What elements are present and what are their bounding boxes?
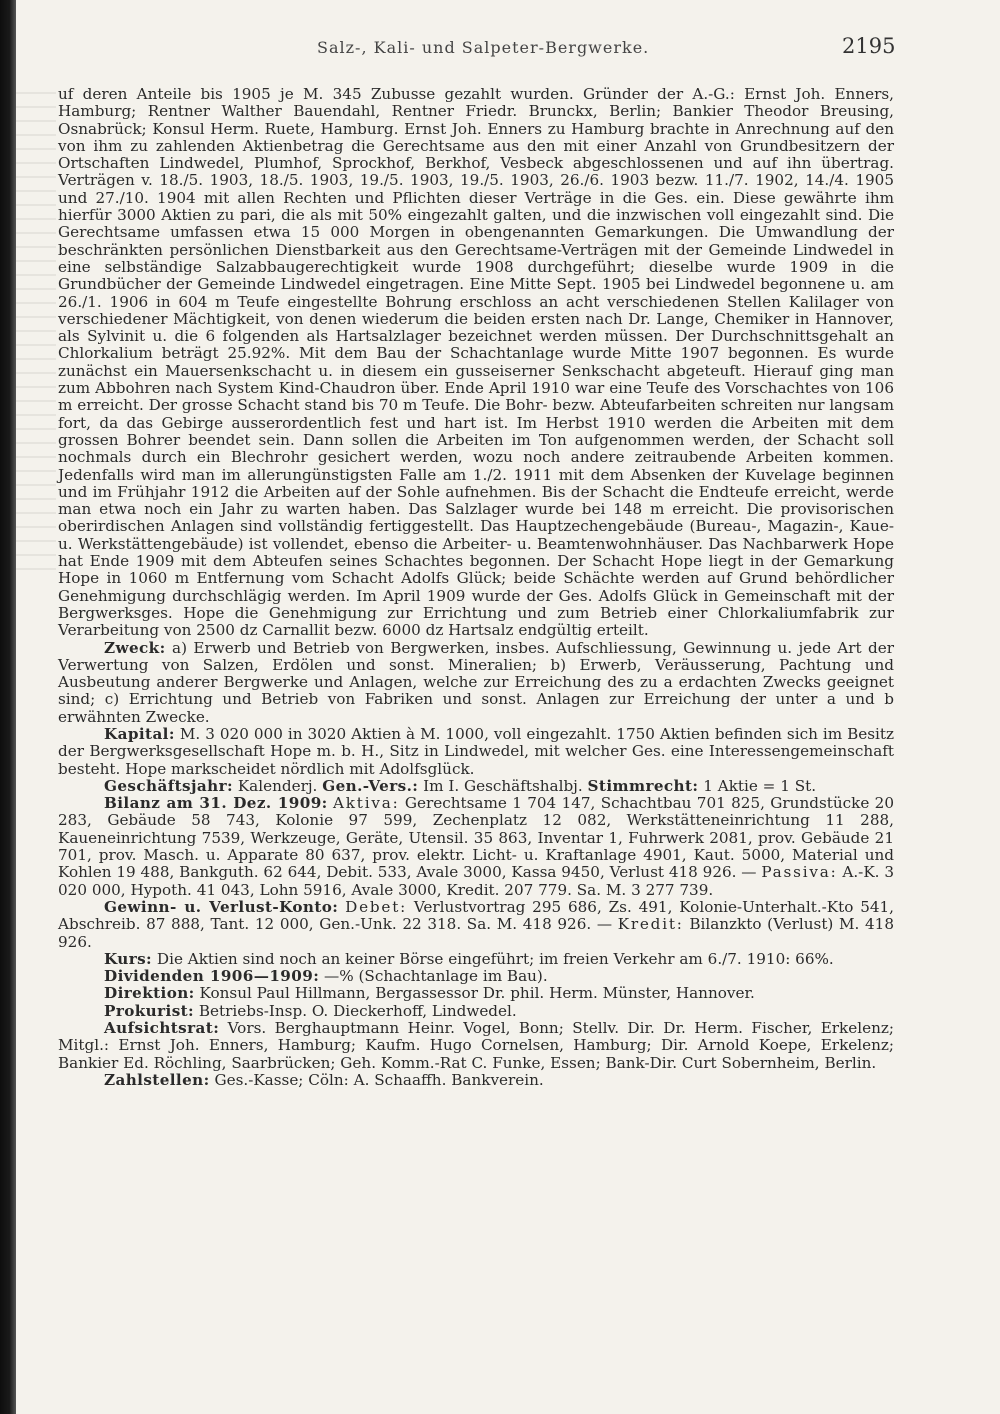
gen-vers-text: Im I. Geschäftshalbj.	[423, 776, 583, 795]
aufsichtsrat-section	[58, 1020, 894, 1072]
gewinn-section	[58, 899, 894, 951]
dividenden-section	[58, 968, 894, 985]
stimmrecht-text: 1 Aktie = 1 St.	[703, 776, 817, 795]
geschaeftsjahr-section	[58, 778, 894, 795]
bilanz-section	[58, 795, 894, 899]
kredit-text: Bilanzkto (Verlust) M. 418 926.	[58, 915, 895, 951]
bilanz-label: Bilanz am 31. Dez. 1909:	[104, 794, 328, 813]
kurs-label: Kurs:	[104, 949, 153, 968]
stimmrecht-label: Stimmrecht:	[587, 776, 699, 795]
zahlstellen-label: Zahlstellen:	[104, 1070, 210, 1089]
geschaeftsjahr-text: Kalenderj.	[237, 776, 318, 795]
aktiva-label: Aktiva:	[333, 794, 400, 813]
geschaeftsjahr-label: Geschäftsjahr:	[104, 776, 233, 795]
kapital-text: M. 3 020 000 in 3020 Aktien à M. 1000, voll eingezahlt. 1750 Aktien befinden sich im Besitz der Bergwerksgesellschaft Hope m. b. H., Sitz in Lindwedel, mit welcher Ges. eine Interessengemeinschaft besteht. Hope markscheidet nördlich mit Adolfsglück.	[58, 724, 895, 778]
debet-text: Verlustvortrag 295 686, Zs. 491, Kolonie-Unterhalt.-Kto 541, Abschreib. 87 888, Tant. 12 000, Gen.-Unk. 22 318. Sa. M. 418 926. —	[58, 897, 895, 934]
prokurist-text: Betriebs-Insp. O. Dieckerhoff, Lindwedel.	[198, 1001, 517, 1020]
prokurist-label: Prokurist:	[104, 1001, 195, 1020]
zweck-label: Zweck:	[104, 638, 166, 657]
direktion-text: Konsul Paul Hillmann, Bergassessor Dr. phil. Herm. Münster, Hannover.	[199, 984, 755, 1003]
aktiva-text: Gerechtsame 1 704 147, Schachtbau 701 825, Grundstücke 20 283, Gebäude 58 743, Kolonie 97 599, Zechenplatz 12 082, Werkstätteneinrichtung 11 288, Kaueneinrichtung 7539, Werkzeuge, Geräte, Utensil. 35 863, Inventar 1, Fuhrwerk 2081, prov. Gebäude 21 701, prov. Masch. u. Apparate 80 637, prov. elektr. Licht- u. Kraftanlage 4901, Kaut. 5000, Material und Kohlen 19 488, Bankguth. 62 644, Debit. 533, Avale 3000, Kassa 9450, Verlust 418 926. —	[58, 794, 895, 882]
aufsichtsrat-label: Aufsichtsrat:	[104, 1019, 220, 1038]
kapital-section	[58, 726, 894, 778]
zahlstellen-section	[58, 1072, 894, 1089]
dividenden-label: Dividenden 1906—1909:	[104, 967, 320, 986]
history-paragraph: uf deren Anteile bis 1905 je M. 345 Zubusse gezahlt wurden. Gründer der A.-G.: Ernst Joh. Enners, Hamburg; Rentner Walther Bauendahl, Rentner Friedr. Brunckx, Berlin; Bankier Theodor Breusing, Osnabrück; Konsul Herm. Ruete, Hamburg. Ernst Joh. Enners zu Hamburg brachte in Anrechnung auf den von ihm zu zahlenden Aktienbetrag die Gerechtsame aus den mit einer Anzahl von Grundbesitzern der Ortschaften Lindwedel, Plumhof, Sprockhof, Berkhof, Vesbeck abgeschlossenen und auf ihn übertrag. Verträgen v. 18./5. 1903, 18./5. 1903, 19./5. 1903, 19./5. 1903, 26./6. 1903 bezw. 11./7. 1902, 14./4. 1905 und 27./10. 1904 mit allen Rechten und Pflichten dieser Verträge in die Ges. ein. Diese gewährte ihm hierfür 3000 Aktien zu pari, die als mit 50% eingezahlt galten, und die inzwischen voll eingezahlt sind. Die Gerechtsame umfassen etwa 15 000 Morgen in obengenannten Gemarkungen. Die Umwandlung der beschränkten persönlichen Dienstbarkeit aus den Gerechtsame-Verträgen mit der Gemeinde Lindwedel in eine selbständige Salzabbaugerechtigkeit wurde 1908 durchgeführt; dieselbe wurde 1909 in die Grundbücher der Gemeinde Lindwedel eingetragen. Eine Mitte Sept. 1905 bei Lindwedel begonnene u. am 26./1. 1906 in 604 m Teufe eingestellte Bohrung erschloss an acht verschiedenen Stellen Kalilager von verschiedener Mächtigkeit, von denen wiederum die beiden ersten nach Dr. Lange, Chemiker in Hannover, als Sylvinit u. die 6 folgenden als Hartsalzlager bezeichnet werden müssen. Der Durchschnittsgehalt an Chlorkalium beträgt 25.92%. Mit dem Bau der Schachtanlage wurde Mitte 1907 begonnen. Es wurde zunächst ein Mauersenkschacht u. in diesem ein gusseiserner Senkschacht abgeteuft. Hierauf ging man zum Abbohren nach System Kind-Chaudron über. Ende April 1910 war eine Teufe des Vorschachtes von 106 m erreicht. Der grosse Schacht stand bis 70 m Teufe. Die Bohr- bezw. Abteufarbeiten schreiten nur langsam fort, da das Gebirge ausserordentlich fest und hart ist. Im Herbst 1910 werden die Arbeiten mit dem grossen Bohrer beendet sein. Dann sollen die Arbeiten im Ton aufgenommen werden, der Schacht soll nochmals durch ein Blechrohr gesichert werden, wozu noch andere zeitraubende Arbeiten kommen. Jedenfalls wird man im allerungünstigsten Falle am 1./2. 1911 mit dem Absenken der Kuvelage beginnen und im Frühjahr 1912 die Arbeiten auf der Sohle aufnehmen. Bis der Schacht die Endteufe erreicht, werde man etwa noch ein Jahr zu warten haben. Das Salzlager wurde bei 148 m erreicht. Die provisorischen oberirdischen Anlagen sind vollständig fertiggestellt. Das Hauptzechengebäude (Bureau-, Magazin-, Kaue- u. Werkstättengebäude) ist vollendet, ebenso die Arbeiter- u. Beamtenwohnhäuser. Das Nachbarwerk Hope hat Ende 1909 mit dem Abteufen seines Schachtes begonnen. Der Schacht Hope liegt in der Gemarkung Hope in 1060 m Entfernung vom Schacht Adolfs Glück; beide Schächte werden auf Grund behördlicher Genehmigung durchschlägig werden. Im April 1909 wurde der Ges. Adolfs Glück in Gemeinschaft mit der Bergwerksges. Hope die Genehmigung zur Errichtung und zum Betrieb einer Chlorkaliumfabrik zur Verarbeitung von 2500 dz Carnallit bezw. 6000 dz Hartsalz endgültig erteilt.	[58, 85, 894, 640]
gewinn-label: Gewinn- u. Verlust-Konto:	[104, 897, 339, 916]
aufsichtsrat-text: Vors. Berghauptmann Heinr. Vogel, Bonn; Stellv. Dir. Dr. Herm. Fischer, Erkelenz; Mitgl.: Ernst Joh. Enners, Hamburg; Kaufm. Hugo Cornelsen, Hamburg; Dir. Arnold Koepe, Erkelenz; Bankier Ed. Röchling, Saarbrücken; Geh. Komm.-Rat C. Funke, Essen; Bank-Dir. Curt Sobernheim, Berlin.	[58, 1019, 894, 1072]
dividenden-text: —% (Schachtanlage im Bau).	[324, 967, 548, 986]
book-spine-shadow	[0, 0, 16, 1414]
direktion-label: Direktion:	[104, 984, 195, 1003]
kapital-label: Kapital:	[104, 724, 175, 743]
gen-vers-label: Gen.-Vers.:	[322, 776, 419, 795]
passiva-label: Passiva:	[761, 863, 838, 882]
margin-bleed-through	[16, 80, 56, 580]
prokurist-section	[58, 1003, 894, 1020]
zahlstellen-text: Ges.-Kasse; Cöln: A. Schaaffh. Bankverein.	[214, 1070, 544, 1089]
debet-label: Debet:	[345, 897, 408, 916]
passiva-text: A.-K. 3 020 000, Hypoth. 41 043, Lohn 5916, Avale 3000, Kredit. 207 779. Sa. M. 3 277 739.	[58, 863, 894, 899]
page-header	[0, 34, 1000, 68]
running-title: Salz-, Kali- und Salpeter-Bergwerke.	[317, 38, 650, 57]
kurs-text: Die Aktien sind noch an keiner Börse eingeführt; im freien Verkehr am 6./7. 1910: 66%.	[156, 949, 834, 968]
document-body	[58, 86, 894, 1089]
zweck-section	[58, 640, 894, 726]
kredit-label: Kredit:	[617, 915, 684, 934]
page-number: 2195	[842, 34, 896, 58]
direktion-section	[58, 985, 894, 1002]
zweck-text: a) Erwerb und Betrieb von Bergwerken, insbes. Aufschliessung, Gewinnung u. jede Art der Verwertung von Salzen, Erdölen und sonst. Mineralien; b) Erwerb, Veräusserung, Pachtung und Ausbeutung anderer Bergwerke und Anlagen, welche zur Erreichung des zu a erdachten Zwecks geeignet sind; c) Errichtung und Betrieb von Fabriken und sonst. Anlagen zur Erreichung der unter a und b erwähnten Zwecke.	[58, 638, 894, 726]
kurs-section	[58, 951, 894, 968]
